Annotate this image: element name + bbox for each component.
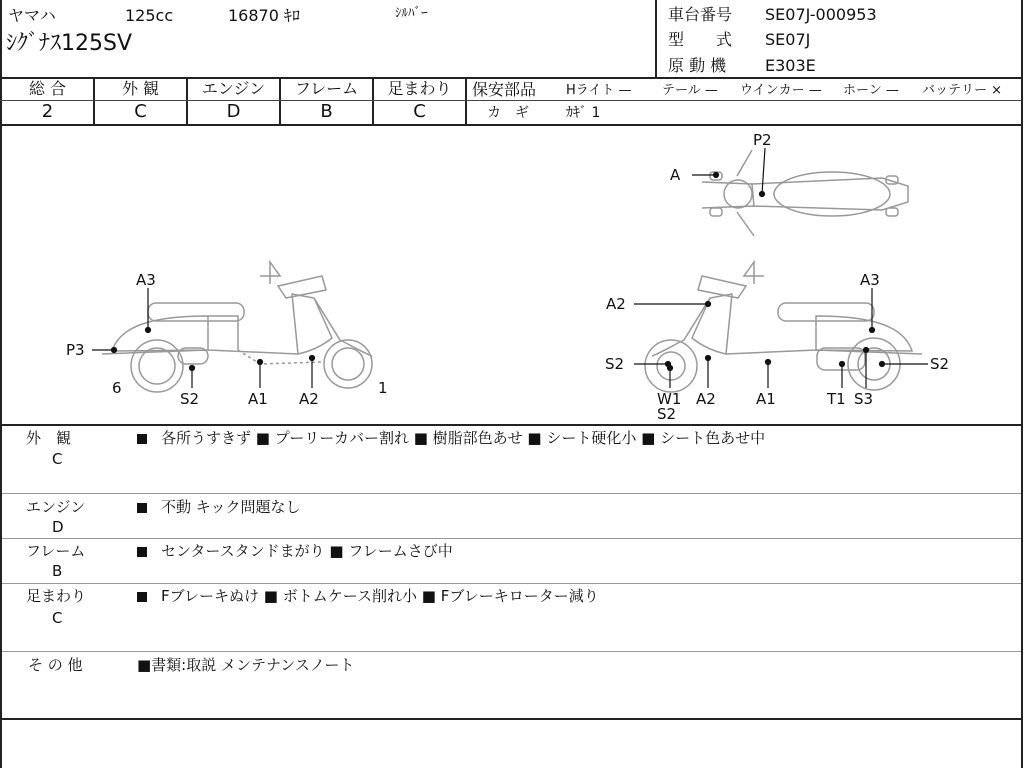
remark-grade-frame: B <box>52 562 63 580</box>
rating-divider <box>465 78 467 125</box>
rating-value-overall: 2 <box>41 101 54 122</box>
rating-label-suspension: 足まわり <box>387 79 452 98</box>
diag-label-s2-right-left: S2 <box>605 355 625 373</box>
remark-text-suspension: Fブレーキぬけ ■ ボトムケース削れ小 ■ Fブレーキローター減り <box>137 586 599 606</box>
bullet-icon <box>137 592 147 602</box>
diag-label-a2-bottom: A2 <box>696 390 716 408</box>
rating-value-frame: B <box>320 101 333 122</box>
diag-label-p3: P3 <box>66 341 85 359</box>
remark-text-other: ■書類:取説 メンテナンスノート <box>137 656 355 674</box>
maker: ヤマハ <box>8 6 56 25</box>
rating-label-engine: エンジン <box>201 79 266 98</box>
remark-label-other: そ の 他 <box>28 656 83 674</box>
diag-label-a1-right: A1 <box>756 390 776 408</box>
bullet-icon <box>137 503 147 513</box>
bullet-icon <box>137 434 147 444</box>
diagram-bottom-line <box>0 424 1023 426</box>
rating-value-suspension: C <box>413 101 426 122</box>
remark-label-exterior: 外 観 <box>26 429 72 447</box>
remark-divider <box>2 493 1021 494</box>
scooter-right-side-view <box>645 262 922 392</box>
scooter-top-view <box>702 150 908 236</box>
rating-label-frame: フレーム <box>294 79 359 98</box>
safety-item-battery: バッテリー × <box>922 83 1003 98</box>
remark-divider <box>2 651 1021 652</box>
diag-label-1: 1 <box>378 379 388 397</box>
safety-item-winker: ウインカー — <box>740 83 822 98</box>
rating-label-overall: 総 合 <box>28 79 67 98</box>
color: ｼﾙﾊﾞｰ <box>395 6 428 21</box>
remark-grade-engine: D <box>52 518 64 536</box>
remark-grade-exterior: C <box>52 450 63 468</box>
displacement: 125cc <box>125 6 174 25</box>
remark-label-suspension: 足まわり <box>26 587 87 605</box>
remark-text-frame: センタースタンドまがり ■ フレームさび中 <box>137 541 453 561</box>
diag-label-6: 6 <box>112 379 122 397</box>
remark-text-engine: 不動 キック問題なし <box>137 497 300 517</box>
frame-no-label: 車台番号 <box>668 5 733 24</box>
bullet-icon <box>137 547 147 557</box>
right-border <box>1021 0 1023 768</box>
diag-label-p2: P2 <box>753 131 772 149</box>
frame-no: SE07J-000953 <box>765 5 877 24</box>
diag-label-a2-right: A2 <box>606 295 626 313</box>
diag-label-s2-right-right: S2 <box>930 355 950 373</box>
rating-value-exterior: C <box>134 101 147 122</box>
rating-value-engine: D <box>226 101 241 122</box>
diag-label-a2-left: A2 <box>299 390 319 408</box>
diag-label-t1: T1 <box>827 390 846 408</box>
remark-divider <box>2 583 1021 584</box>
header-divider <box>655 0 657 78</box>
rating-label-exterior: 外 観 <box>121 79 160 98</box>
type-label: 型 式 <box>668 30 733 49</box>
diag-label-a1-left: A1 <box>248 390 268 408</box>
diag-label-w1: W1 <box>657 390 682 408</box>
model-name: ｼｸﾞﾅｽ125SV <box>6 31 133 56</box>
remark-label-frame: フレーム <box>26 542 86 560</box>
diag-label-a3-right: A3 <box>860 271 880 289</box>
key-label: カ ギ <box>487 105 529 121</box>
remarks-bottom-line <box>0 718 1023 720</box>
remark-grade-suspension: C <box>52 609 63 627</box>
remark-label-engine: エンジン <box>26 498 86 516</box>
diag-label-s3: S3 <box>854 390 874 408</box>
damage-diagram <box>2 126 1021 424</box>
diag-label-a3-left: A3 <box>136 271 156 289</box>
safety-parts-label: 保安部品 <box>472 80 537 99</box>
safety-item-headlight: Hライト — <box>566 83 632 98</box>
remark-text-exterior: 各所うすきず ■ プーリーカバー割れ ■ 樹脂部色あせ ■ シート硬化小 ■ シート色あせ中 <box>137 428 765 448</box>
key-value: ｶｷﾞ 1 <box>566 105 601 121</box>
engine-label: 原 動 機 <box>668 56 727 75</box>
type-value: SE07J <box>765 30 811 49</box>
engine-value: E303E <box>765 56 816 75</box>
mileage: 16870 ｷﾛ <box>228 6 300 25</box>
diag-label-s2-left: S2 <box>180 390 200 408</box>
diag-label-a-top: A <box>670 166 681 184</box>
safety-item-horn: ホーン — <box>843 83 899 98</box>
remark-divider <box>2 538 1021 539</box>
diag-label-s2-bottom: S2 <box>657 405 677 423</box>
safety-item-tail: テール — <box>662 83 718 98</box>
